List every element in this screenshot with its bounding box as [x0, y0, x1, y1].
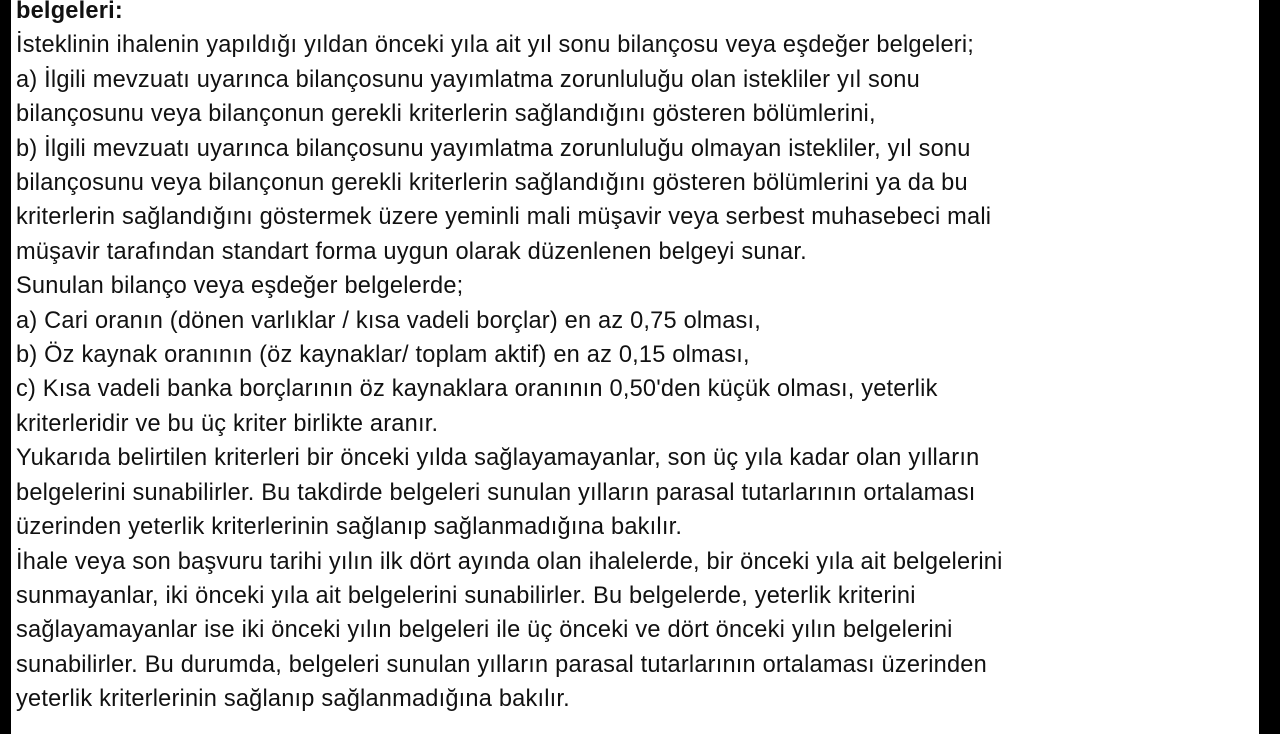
text-line: müşavir tarafından standart forma uygun olarak düzenlenen belgeyi sunar. — [16, 238, 807, 265]
text-line: yeterlik kriterlerinin sağlanıp sağlanmadığına bakılır. — [16, 686, 570, 713]
text-line: bilançosunu veya bilançonun gerekli kriterlerin sağlandığını gösteren bölümlerini, — [16, 101, 876, 128]
text-line: Sunulan bilanço veya eşdeğer belgelerde; — [16, 273, 464, 300]
text-line: üzerinden yeterlik kriterlerinin sağlanıp sağlanmadığına bakılır. — [16, 514, 683, 541]
text-line: sağlayamayanlar ise iki önceki yılın belgeleri ile üç önceki ve dört önceki yılın belgelerini — [16, 617, 953, 644]
text-line: b) İlgili mevzuatı uyarınca bilançosunu yayımlatma zorunluluğu olmayan istekliler, yıl sonu — [16, 135, 971, 162]
document-heading: belgeleri: — [16, 0, 123, 24]
text-line: sunabilirler. Bu durumda, belgeleri sunulan yılların parasal tutarlarının ortalaması üzerinden — [16, 651, 987, 678]
document-page — [8, 0, 1262, 734]
text-line: Yukarıda belirtilen kriterleri bir önceki yılda sağlayamayanlar, son üç yıla kadar olan yılların — [16, 445, 980, 472]
text-line: a) İlgili mevzuatı uyarınca bilançosunu yayımlatma zorunluluğu olan istekliler yıl sonu — [16, 66, 920, 93]
text-line: c) Kısa vadeli banka borçlarının öz kaynaklara oranının 0,50'den küçük olması, yeterlik — [16, 376, 938, 403]
text-line: kriterleridir ve bu üç kriter birlikte aranır. — [16, 410, 439, 437]
text-line: a) Cari oranın (dönen varlıklar / kısa vadeli borçlar) en az 0,75 olması, — [16, 307, 762, 334]
text-line: İhale veya son başvuru tarihi yılın ilk dört ayında olan ihalelerde, bir önceki yıla ait belgelerini — [16, 548, 1003, 575]
text-line: kriterlerin sağlandığını göstermek üzere yeminli mali müşavir veya serbest muhasebeci mali — [16, 204, 992, 231]
text-line: sunmayanlar, iki önceki yıla ait belgelerini sunabilirler. Bu belgelerde, yeterlik kriterini — [16, 582, 916, 609]
text-line: b) Öz kaynak oranının (öz kaynaklar/ toplam aktif) en az 0,15 olması, — [16, 342, 750, 369]
document-body — [16, 0, 1256, 717]
text-line: belgelerini sunabilirler. Bu takdirde belgeleri sunulan yılların parasal tutarlarının ortalaması — [16, 479, 976, 506]
text-line: İsteklinin ihalenin yapıldığı yıldan önceki yıla ait yıl sonu bilançosu veya eşdeğer belgeleri; — [16, 32, 975, 59]
text-line: bilançosunu veya bilançonun gerekli kriterlerin sağlandığını gösteren bölümlerini ya da bu — [16, 170, 968, 197]
